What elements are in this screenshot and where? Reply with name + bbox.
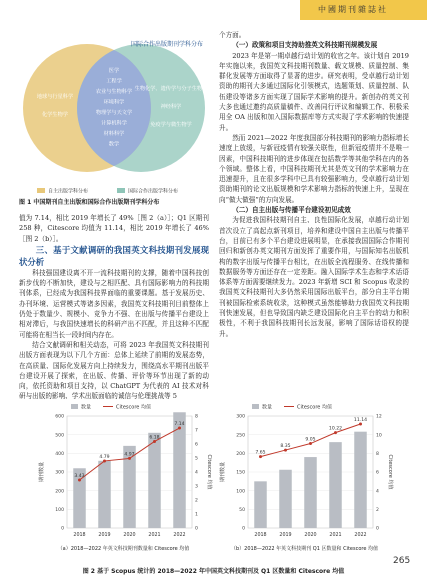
venn-left-label-0: 地球与行星科学 <box>36 94 74 100</box>
venn-right-label-1: 神经科学 <box>160 104 182 110</box>
chart-subcaption: （b）2018—2022 年英文科技期刊 Q1 区数量和 Citescore 均值 <box>230 546 379 552</box>
venn-left-label-1: 化学生物学 <box>42 112 68 118</box>
y-tick-left: 500 <box>55 433 64 439</box>
y-axis-label-left: 期刊数量 <box>220 461 226 483</box>
y-tick-right: 0 <box>376 526 379 532</box>
right-column <box>219 30 409 339</box>
y-tick-right: 1 <box>195 512 198 518</box>
y-tick-right: 10 <box>376 433 382 439</box>
x-tick: 2020 <box>123 533 136 538</box>
publication-name: 中國期刊雜誌社 <box>318 5 388 14</box>
y-tick-left: 400 <box>55 452 64 458</box>
bar <box>279 470 292 528</box>
x-tick: 2020 <box>304 533 317 538</box>
y-tick-left: 600 <box>55 414 64 420</box>
legend-bar-swatch <box>71 404 78 409</box>
x-tick: 2018 <box>254 533 267 538</box>
subsection-2-title: （二）自主出版与传播平台建设初见成效 <box>232 206 351 215</box>
figure-1-caption: 图 1 中国期刊自主出版和国际合作出版期刊学科分布 <box>19 199 160 206</box>
bar <box>98 461 111 528</box>
venn-overlap-label-3: 环境科学 <box>103 99 125 106</box>
y-tick-right: 8 <box>376 452 379 458</box>
y-tick-left: 300 <box>55 470 64 476</box>
bar <box>329 442 342 528</box>
chart-panel-1 <box>219 404 394 553</box>
data-label: 10.22 <box>328 426 343 432</box>
venn-overlap-label-2: 农业与生物科学 <box>95 89 133 95</box>
page-number: 265 <box>393 556 411 566</box>
y-tick-left: 200 <box>55 489 64 495</box>
y-tick-right: 0 <box>195 526 198 532</box>
right-paragraph-2: 然而 2021—2022 年度我国部分科技期刊的影响力指标增长速度上放缓，与新冠疫情有较强关联性，但新冠疫情并不是唯一因素，中国科技期刊的进步体现在包括数学等其他学科在内的各个领域。整体上看，中国科技期刊尤其是英文刊的学术影响力在迅速提升，且在很多学科中已具有较强影响力，受卓越行动计划资助期刊的论文出版规模和学术影响力指标的快速上升，呈现在向“做大做强”的方向发展。 <box>219 133 409 204</box>
y-tick-left: 250 <box>236 433 245 439</box>
y-tick-right: 4 <box>195 470 198 476</box>
chart-legend <box>71 404 151 411</box>
y-tick-right: 3 <box>195 484 198 490</box>
venn-diagram <box>19 30 209 200</box>
left-paragraph-3: 结合文献调研和相关动态，可将 2023 年我国英文科技期刊出版方面表现为以下几个方面：总体上延续了前期的发展态势，在高质量、国际化发展方向上持续发力，围绕高水平期刊出版平台建设开展了探索，在出版、传播、评价等环节出现了新的动向，依托资助和项目支持，以 ChatGPT 为代表的 AI 技术对科研与出版的影响、学术出版面临的诚信与伦理挑战等 5 <box>19 340 209 401</box>
right-paragraph-1: 2023 年是第一期卓越行动计划的收官之年。该计划自 2019 年实施以来，我国英文科技期刊数量、载文规模、质量控制、集群化发展等方面取得了显著的进步。研究表明，受卓越行动计划资助的期刊大多通过国际化引领模式，选题策划、质量控制、队伍建设等诸多方面实现了国际学术影响的提升。新创办的英文刊大多也通过邀约高质量稿件、改善同行评议和编辑工作、积极采用全 OA 出版和加入国际数据库等方式实现了学术影响的快速提升。 <box>219 51 409 132</box>
subsection-1-title: （一）政策和项目支持助推英文科技期刊规模发展 <box>232 41 378 50</box>
x-tick: 2022 <box>173 533 186 538</box>
section-title: 三、基于文献调研的我国英文科技期刊发展现状分析 <box>19 244 209 267</box>
legend-swatch-right <box>117 188 125 193</box>
y-tick-left: 200 <box>236 452 245 458</box>
y-tick-right: 12 <box>376 414 382 420</box>
data-label: 7.65 <box>255 450 266 456</box>
legend-bar-swatch <box>252 404 259 409</box>
data-label: 6.18 <box>149 435 160 441</box>
venn-title: 国际合作出版期刊学科分布 <box>130 41 204 48</box>
y-axis-label-right: Citescore 均值 <box>206 454 212 490</box>
venn-overlap-label-1: 工程学 <box>106 78 122 85</box>
y-tick-left: 0 <box>61 526 64 532</box>
chart-panel-0 <box>38 404 213 553</box>
y-tick-left: 300 <box>236 414 245 420</box>
y-axis-label-right: Citescore 均值 <box>387 454 393 490</box>
bar <box>354 432 367 528</box>
chart-subcaption: （a）2018—2022 年英文科技期刊数量和 Citescore 均值 <box>57 546 190 552</box>
data-label: 9.05 <box>305 437 316 443</box>
chart-legend <box>252 404 332 411</box>
bar <box>148 433 161 528</box>
venn-right-label-2: 免疫学与微生物学 <box>150 122 192 128</box>
right-paragraph-0: 个方面。 <box>219 31 246 39</box>
y-tick-left: 0 <box>242 526 245 532</box>
data-label: 7.14 <box>174 422 185 428</box>
data-label: 8.35 <box>280 444 291 450</box>
y-tick-right: 7 <box>195 428 198 434</box>
venn-overlap-label-4: 物理学与天文学 <box>95 110 133 116</box>
x-tick: 2018 <box>73 533 86 538</box>
x-tick: 2021 <box>329 533 342 538</box>
y-tick-right: 2 <box>376 508 379 514</box>
data-label: 3.43 <box>74 473 85 479</box>
figure-2 <box>33 400 395 570</box>
y-tick-right: 5 <box>195 456 198 462</box>
x-tick: 2019 <box>279 533 292 538</box>
venn-overlap-label-7: 数学 <box>108 141 120 148</box>
data-label: 11.14 <box>353 418 368 424</box>
x-tick: 2022 <box>354 533 367 538</box>
legend-left: 自主出版学科分布 <box>48 188 89 195</box>
legend-bar-label: 数量 <box>262 404 273 411</box>
y-tick-right: 8 <box>195 414 198 420</box>
y-axis-label-left: 期刊数量 <box>39 461 45 483</box>
bar <box>254 481 267 528</box>
figure-2-caption: 图 2 基于 Scopus 统计的 2018—2022 年中国英文科技期刊及 Q1 区数量和 Citescore 均值 <box>82 568 345 575</box>
legend-bar-label: 数量 <box>81 404 92 411</box>
bar <box>304 457 317 528</box>
x-tick: 2019 <box>98 533 111 538</box>
venn-overlap-label-6: 材料科学 <box>103 131 125 137</box>
y-tick-left: 100 <box>55 508 64 514</box>
venn-right-label-0: 生物化学、遗传学与分子生物学 <box>134 86 208 92</box>
page-header <box>0 0 427 22</box>
right-paragraph-3: 为促进我国科技期刊自主、良性国际化发展，卓越行动计划首次设立了高起点新刊项目，培养和建设中国自主出版与传播平台，目前已有多个平台建设进展明显，在承接我国国际合作期刊回归和新创办英文期刊方面发挥了重要作用，与国际知名出版机构的数字出版与传播平台相比，在出版全流程服务、在线传播和数据服务等方面还存在一定差距。融入国际学术生态和学术话语体系等方面需要继续发力。2023 年新增 SCI 和 Scopus 收录的我国英文科技期刊大多仍然采用国际出版平台，部分自主平台期刊被国际检索系统收录，这种模式虽然能够助力我国英文科技期刊快速发展，但也导致国内缺乏建设国际化自主平台的动力和积极性，不利于我国科技期刊长远发展，影响了国际话语权的提升。 <box>219 216 409 338</box>
figure-2-charts <box>33 400 395 562</box>
y-tick-left: 150 <box>236 470 245 476</box>
left-column <box>19 213 209 402</box>
y-tick-right: 2 <box>195 498 198 504</box>
y-tick-left: 100 <box>236 489 245 495</box>
data-label: 4.97 <box>124 452 135 458</box>
y-tick-left: 50 <box>239 508 245 514</box>
left-paragraph-1: 值为 7.14，相比 2019 年增长了 49%［图 2（a）］；Q1 区期刊 258 种，Citescore 均值为 11.14，相比 2019 年增长了 46%［图 2（b）］。 <box>19 214 209 243</box>
y-tick-right: 4 <box>376 489 379 495</box>
legend-swatch-left <box>37 188 45 193</box>
venn-overlap-label-0: 医学 <box>108 68 120 74</box>
venn-overlap-label-5: 计算机科学 <box>101 120 127 127</box>
figure-1 <box>19 30 209 212</box>
legend-right: 国际合作出版学科分布 <box>128 188 179 195</box>
y-tick-right: 6 <box>376 470 379 476</box>
left-paragraph-2: 科技强国建设离不开一流科技期刊的支撑，随着中国科技创新步伐的不断加快，建设与之相匹配、具有国际影响力的科技期刊体系，已经成为我国科技界面临的重要课题。基于发展历史、办刊环境、运营模式等诸多因素，我国英文科技期刊目前整体上仍处于数量少、规模小、竞争力不强、在出版与传播平台建设上相对滞后，与我国快速增长的科研产出不匹配，并且这种不匹配可能将在相当长一段时间内存在。 <box>19 268 209 339</box>
x-tick: 2021 <box>148 533 161 538</box>
data-label: 4.79 <box>99 454 110 460</box>
legend-line-label: Citescore 均值 <box>116 404 151 411</box>
y-tick-right: 6 <box>195 442 198 448</box>
legend-line-label: Citescore 均值 <box>297 404 332 411</box>
bar <box>173 412 186 528</box>
